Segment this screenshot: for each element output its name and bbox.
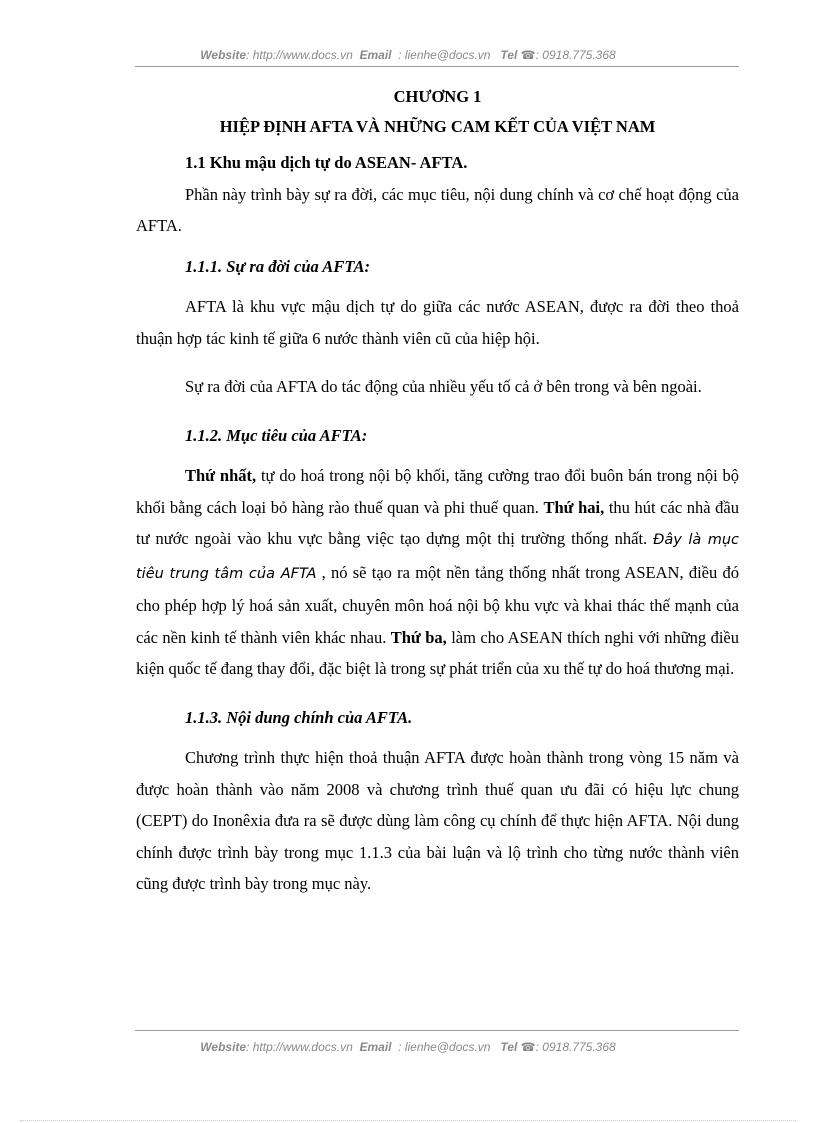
- website-label: Website: [200, 48, 247, 62]
- telephone-icon: ☎: [520, 1040, 536, 1054]
- email-label: Email: [359, 48, 392, 62]
- tel-value: : 0918.775.368: [535, 1040, 616, 1054]
- section-heading-1-1-3: 1.1.3. Nội dung chính của AFTA.: [185, 707, 413, 727]
- second-objective-text: thu hút các nhà đầu tư nước ngoài vào khu vực bằng việc tạo dựng một thị trường thống nhất.: [136, 497, 739, 548]
- footer-rule: [135, 1030, 739, 1031]
- paragraph-afta-definition: AFTA là khu vực mậu dịch tự do giữa các nước ASEAN, được ra đời theo thoả thuận hợp tác kinh tế giữa 6 nước thành viên cũ của hiệp hội.: [136, 297, 739, 348]
- header-rule: [135, 66, 739, 67]
- central-objective-text: , nó sẽ tạo ra một nền tảng thống nhất trong ASEAN, điều đó cho phép hợp lý hoá sản xuất, chuyên môn hoá nội bộ khu vực và khai thác thế mạnh của các nền kinh tế thành viên khác nhau.: [136, 562, 739, 647]
- tel-value: : 0918.775.368: [535, 48, 616, 62]
- section-heading-1-1-2: 1.1.2. Mục tiêu của AFTA:: [185, 425, 368, 445]
- second-objective-label: Thứ hai,: [543, 497, 605, 517]
- third-objective-text: làm cho ASEAN thích nghi với những điều kiện quốc tế đang thay đổi, đặc biệt là trong sự phát triển của xu thế tự do hoá thương mại.: [136, 627, 739, 678]
- email-link[interactable]: : lienhe@docs.vn: [394, 1040, 491, 1054]
- telephone-icon: ☎: [520, 48, 536, 62]
- first-objective-label: Thứ nhất,: [185, 466, 257, 485]
- section-heading-1-1-1: 1.1.1. Sự ra đời của AFTA:: [185, 256, 370, 276]
- email-label: Email: [359, 1040, 392, 1054]
- section-heading-1-1: 1.1 Khu mậu dịch tự do ASEAN- AFTA.: [185, 153, 468, 172]
- page-bottom-dotted-border: [20, 1120, 796, 1121]
- tel-label: Tel: [500, 1040, 518, 1054]
- third-objective-label: Thứ ba,: [390, 627, 447, 647]
- website-link[interactable]: : http://www.docs.vn: [246, 48, 353, 62]
- page-header: [0, 48, 816, 62]
- central-objective-emphasis: Đây là mục tiêu trung tâm của AFTA: [136, 532, 739, 582]
- paragraph-afta-objectives: [136, 460, 739, 685]
- page-footer: [0, 1040, 816, 1054]
- paragraph-afta-origin: Sự ra đời của AFTA do tác động của nhiều yếu tố cả ở bên trong và bên ngoài.: [185, 377, 702, 396]
- email-link[interactable]: : lienhe@docs.vn: [394, 48, 491, 62]
- document-body: [136, 82, 739, 900]
- paragraph-afta-content: Chương trình thực hiện thoả thuận AFTA được hoàn thành trong vòng 15 năm và được hoàn thành vào năm 2008 và chương trình thuế quan ưu đãi có hiệu lực chung (CEPT) do Inonêxia đưa ra sẽ được dùng làm công cụ chính để thực hiện AFTA. Nội dung chính được trình bày trong mục 1.1.3 của bài luận và lộ trình cho từng nước thành viên cũng được trình bày trong mục này.: [136, 748, 739, 893]
- website-link[interactable]: : http://www.docs.vn: [246, 1040, 353, 1054]
- website-label: Website: [200, 1040, 247, 1054]
- tel-label: Tel: [500, 48, 518, 62]
- section-intro-paragraph: Phần này trình bày sự ra đời, các mục tiêu, nội dung chính và cơ chế hoạt động của AFTA.: [136, 184, 739, 235]
- first-objective-text: tự do hoá trong nội bộ khối, tăng cường trao đổi buôn bán trong nội bộ khối bằng cách loại bỏ hàng rào thuế quan và phi thuế quan.: [136, 466, 739, 517]
- chapter-title: HIỆP ĐỊNH AFTA VÀ NHỮNG CAM KẾT CỦA VIỆT NAM: [219, 117, 656, 136]
- chapter-number: CHƯƠNG 1: [393, 87, 482, 106]
